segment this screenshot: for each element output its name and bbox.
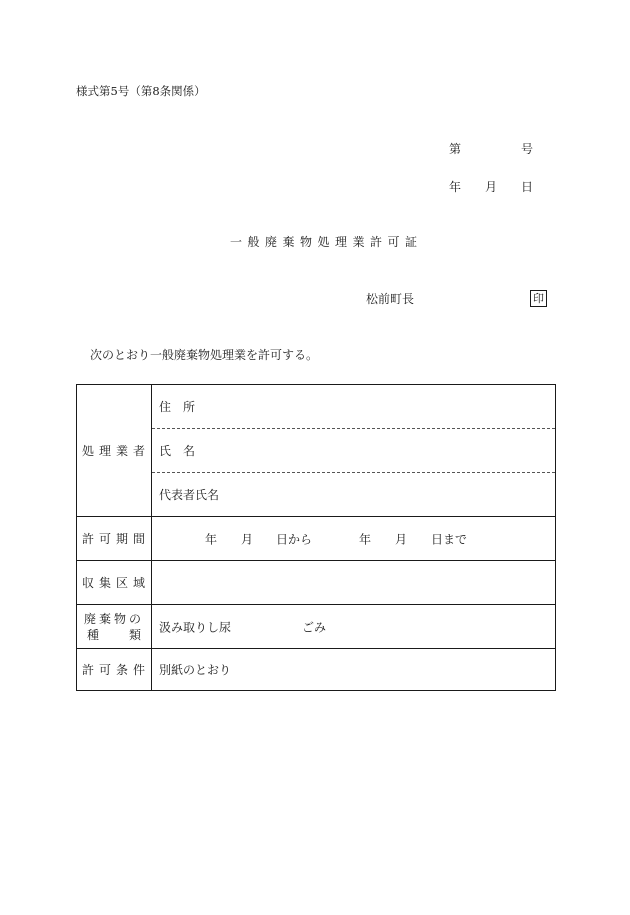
address-row [152, 385, 555, 429]
waste-option-night-soil: 汲み取りし尿 [159, 620, 232, 634]
operator-details [152, 385, 556, 517]
representative-label: 代表者氏名 [159, 488, 220, 502]
period-label: 許可期間 [77, 517, 152, 561]
date-year-label: 年 [449, 180, 462, 194]
area-row [77, 561, 556, 605]
period-to-day: 日まで [431, 532, 468, 546]
waste-type-value [152, 605, 556, 649]
area-value [152, 561, 556, 605]
waste-type-label [77, 605, 152, 649]
waste-option-garbage: ごみ [302, 620, 327, 634]
period-to-month: 月 [395, 532, 408, 546]
waste-type-label-line1: 廃棄物の [83, 611, 144, 626]
name-row [152, 429, 555, 473]
period-value [152, 517, 556, 561]
representative-row [152, 473, 555, 516]
operator-row [77, 385, 556, 517]
conditions-value: 別紙のとおり [152, 649, 556, 691]
issue-number-label: 第 [449, 142, 462, 156]
waste-type-label-line2b: 類 [128, 627, 141, 642]
permit-table [76, 384, 556, 691]
document-title: 一般廃棄物処理業許可証 [230, 235, 423, 249]
area-label: 収集区域 [77, 561, 152, 605]
period-from-day: 日から [276, 532, 313, 546]
period-from-month: 月 [241, 532, 254, 546]
address-label: 住 所 [159, 400, 196, 414]
name-label: 氏 名 [159, 444, 196, 458]
date-day-label: 日 [521, 180, 534, 194]
operator-label: 処理業者 [77, 385, 152, 517]
form-number: 様式第5号（第8条関係） [76, 84, 206, 98]
conditions-label: 許可条件 [77, 649, 152, 691]
period-to-year: 年 [359, 532, 372, 546]
issue-number-suffix: 号 [521, 142, 534, 156]
conditions-row [77, 649, 556, 691]
period-from-year: 年 [205, 532, 218, 546]
seal-mark: 印 [530, 290, 547, 307]
waste-type-label-line2a: 種 [87, 627, 100, 642]
date-month-label: 月 [485, 180, 498, 194]
issuer-name: 松前町長 [366, 292, 415, 306]
period-row [77, 517, 556, 561]
intro-text: 次のとおり一般廃棄物処理業を許可する。 [90, 348, 319, 362]
waste-type-row [77, 605, 556, 649]
